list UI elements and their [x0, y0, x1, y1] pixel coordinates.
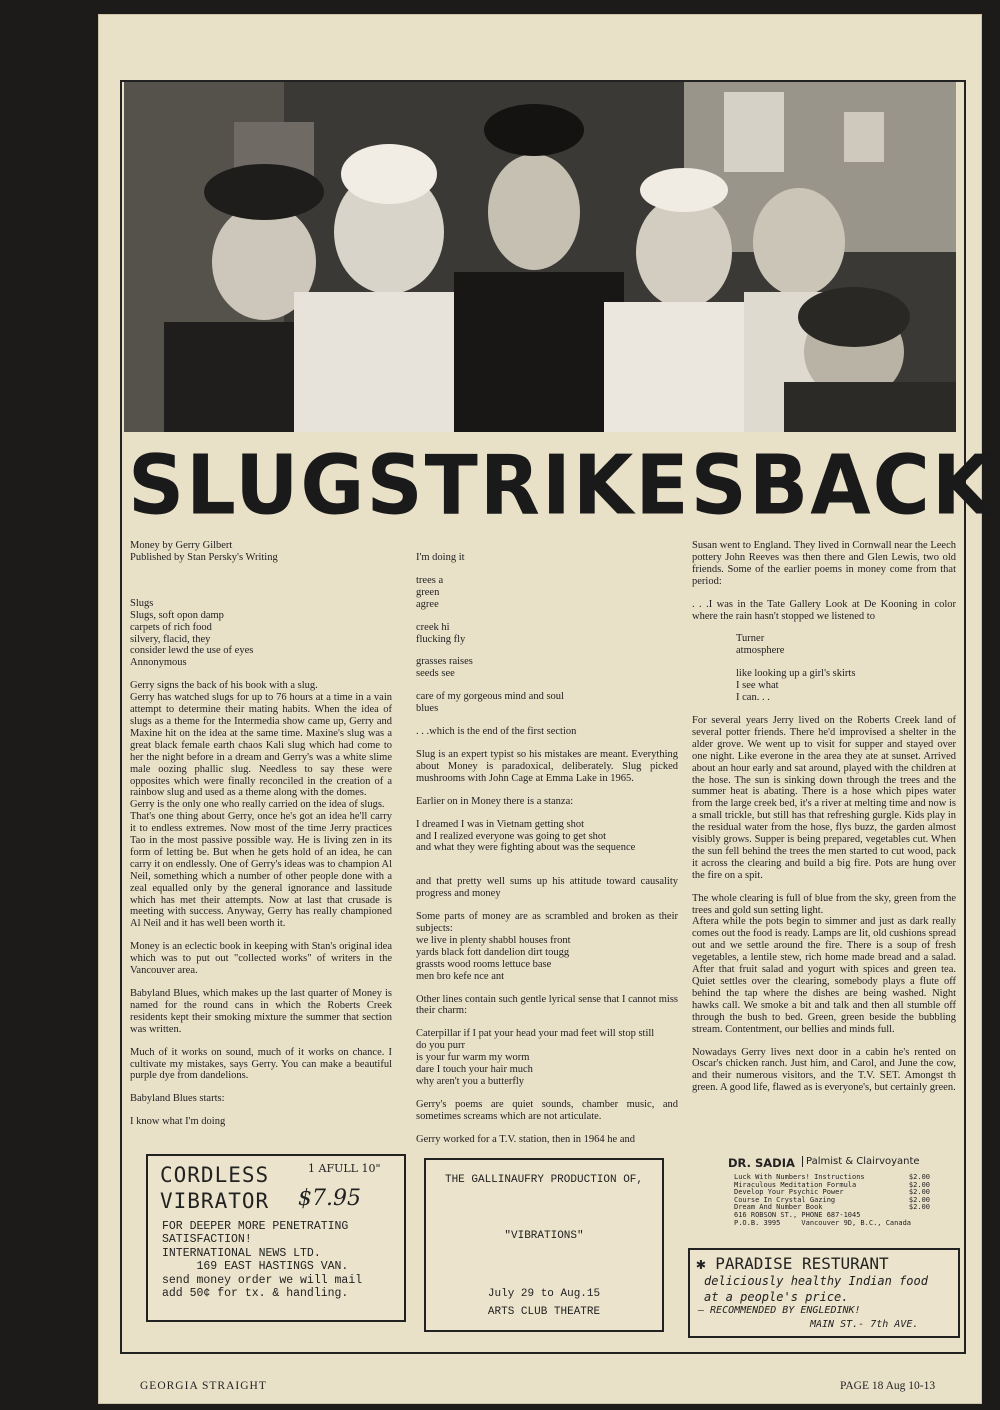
ad-headline: VIBRATOR [160, 1189, 270, 1213]
ad-line: FOR DEEPER MORE PENETRATING [162, 1220, 349, 1233]
poem-line: Slugs, soft opon damp [130, 609, 224, 621]
group-photo [124, 82, 956, 432]
stanza-line: yards black fott dandelion dirt tougg [416, 946, 570, 958]
ad-line: July 29 to Aug.15 [487, 1288, 601, 1300]
paragraph: Susan went to England. They lived in Cornwall near the Leech pottery John Reeves was then there and Glen Lewis, two old friends. Some of the earlier poems in money come from that period: [692, 540, 956, 587]
stanza-line: Caterpillar if I pat your head your mad feet will stop still [416, 1028, 655, 1040]
restaurant-ad [688, 1248, 960, 1338]
price-row: Dream And Number Book $2.00 [734, 1203, 930, 1212]
verse-line: Turner [736, 633, 765, 645]
paragraph: Gerry signs the back of his book with a slug. [130, 680, 318, 692]
ad-price: $7.95 [298, 1186, 361, 1211]
paragraph: and that pretty well sums up his attitude toward causality progress and money [416, 876, 678, 900]
paragraph: Earlier on in Money there is a stanza: [416, 795, 574, 807]
paragraph: Babyland Blues, which makes up the last quarter of Money is named for the round cans in which the Roberts Creek residents kept their smoking mixture the summer that section was written. [130, 988, 392, 1035]
verse-line: I see what [736, 680, 779, 692]
stanza-line: is your fur warm my worm [416, 1052, 530, 1064]
ad-line: THE GALLINAUFRY PRODUCTION OF, [444, 1174, 644, 1186]
photo-illustration [124, 82, 956, 432]
stanza-line: do you purr [416, 1040, 465, 1052]
paragraph: Other lines contain such gentle lyrical sense that I cannot miss their charm: [416, 993, 678, 1017]
ad-line: send money order we will mail [162, 1273, 363, 1287]
stanza-line: why aren't you a butterfly [416, 1076, 525, 1087]
paragraph: Gerry is the only one who really carried on the idea of slugs. [130, 799, 385, 811]
poem-line: creek hi [416, 621, 450, 633]
headline-word-1: SLUG [128, 438, 367, 534]
stanza-line: and I realized everyone was going to get shot [416, 830, 607, 842]
ad-line: INTERNATIONAL NEWS LTD. [162, 1246, 321, 1260]
ad-body [162, 1220, 362, 1300]
ad-line: 169 EAST HASTINGS VAN. [162, 1260, 349, 1274]
paragraph: That's one thing about Gerry, once he's got an idea he'll carry it to endless extremes. Now most of the time Jerry practices Tao in the most passive possible way. He is living zen in its form of letting be. But when he gets hold of an idea, he can carry it on endlessly. One of Gerry's ideas was to champion Al Neil, something which a number of other people done with a zeal equalled only by the general ignorance and lassitude which has met their attempts. Now at last that crusade is meeting with success. Anyway, Gerry has really championed Al Neil and it has well been worth it. [130, 811, 392, 930]
poem-line: I'm doing it [416, 552, 465, 563]
paragraph: The whole clearing is full of blue from the sky, green from the trees and gold sun setting light. [692, 892, 956, 916]
poem-line: care of my gorgeous mind and soul [416, 691, 564, 703]
price-row: Develop Your Psychic Power $2.00 [734, 1188, 930, 1197]
article-column-1 [130, 540, 392, 1139]
ad-address: 616 ROBSON ST., PHONE 687-1045 [734, 1210, 861, 1219]
poem-line: silvery, flacid, they [130, 633, 211, 645]
byline-publisher: Published by Stan Persky's Writing [130, 551, 278, 563]
ad-line: SATISFACTION! [162, 1233, 252, 1247]
price-row: Course In Crystal Gazing $2.00 [734, 1195, 930, 1204]
paragraph: Much of it works on sound, much of it works on chance. I cultivate my mistakes, says Gerry. You can make a beautiful purple dye from dandelions. [130, 1046, 392, 1082]
verse-line: I can. . . [736, 692, 770, 704]
poem-line: carpets of rich food [130, 621, 212, 633]
paragraph: . . .which is the end of the first section [416, 726, 577, 738]
stanza-line: dare I touch your hair much [416, 1064, 533, 1076]
paragraph: Some parts of money are as scrambled and broken as their subjects: [416, 911, 678, 935]
poem-line: trees a [416, 574, 444, 586]
ad-line: add 50¢ for tx. & handling. [162, 1287, 349, 1301]
verse-line: atmosphere [736, 645, 785, 657]
stanza-line: men bro kefe nce ant [416, 970, 505, 982]
ad-line: ARTS CLUB THEATRE [487, 1306, 601, 1318]
paragraph: Gerry's poems are quiet sounds, chamber music, and sometimes screams which are not articulate. [416, 1098, 678, 1122]
paragraph: For several years Jerry lived on the Roberts Creek land of several potter friends. There he'd improvised a shelter in the alder grove. We went up to visit for supper and stayed over one night. Like everone in the area they ate at sunset. Arrived about an hour early and sat around, played with the children at the hose. The sun is sinking down through the trees and the summer heat is abating. There is a hose which pipes water from the large creek bed, it's a river at melting time and now is a small trickle, but still has that refreshing gurgle. Kids play in the residual water from the hose, flys buzz, the garden almost visibly grows. Supper is being prepared, vegetables cut. When the sun fell behind the trees the men started to cut wood, pack it across the clearing and build a big fire. Pots are hung over the fire on a spit. [692, 714, 956, 881]
poem-line: grasses raises [416, 656, 473, 668]
headline [128, 438, 995, 534]
footer-page-date: PAGE 18 Aug 10-13 [840, 1380, 936, 1392]
headline-word-3: BACK [748, 438, 995, 534]
poem-line: flucking fly [416, 633, 466, 645]
ad-headline: CORDLESS [160, 1163, 270, 1187]
verse-line: like looking up a girl's skirts [736, 668, 856, 680]
paragraph: Slug is an expert typist so his mistakes are meant. Everything about Money is paradoxical, deliberately. Slug picked mushrooms with John Cage at Emma Lake in 1965. [416, 748, 678, 784]
poem-line: Slugs [130, 597, 154, 609]
stanza-line: grassts wood rooms lettuce base [416, 958, 552, 970]
ad-note: 1 AFULL 10" [308, 1162, 381, 1175]
ad-line: at a people's price. [704, 1290, 849, 1304]
article-column-3 [692, 540, 956, 1105]
ad-name: DR. SADIA [728, 1156, 795, 1170]
palmist-ad [710, 1156, 954, 1246]
price-row: Luck With Numbers! Instructions $2.00 [734, 1173, 930, 1181]
ad-headline: ✱ PARADISE RESTURANT [696, 1254, 889, 1273]
ad-address: P.O.B. 3995 Vancouver 9D, B.C., Canada [734, 1218, 912, 1227]
price-list [734, 1174, 930, 1227]
ad-line: MAIN ST.- 7th AVE. [810, 1319, 919, 1330]
theatre-ad [424, 1158, 664, 1332]
ad-line: — RECOMMENDED BY ENGLEDINK! [698, 1305, 861, 1316]
paragraph: Gerry has watched slugs for up to 76 hours at a time in a vain attempt to determine their mating habits. When the idea of slugs as a theme for the Intermedia show came up, Gerry and Maxine hit on the idea at the same time. Maxine's slug was a great black female earth chaos Kali slug which had come to her the night before in a dream and Gerry's was a white slime male oozing phallic slug. Needless to say these were opposites which were finally reconciled in the creation of a rainbow slug and used as a theme along with the domes. [130, 692, 392, 799]
paragraph: Money is an eclectic book in keeping with Stan's original idea which was to put out "collected works" of writers in the Vancouver area. [130, 941, 392, 977]
paragraph: Aftera while the pots begin to simmer and just as dark really comes out the food is ready. Lamps are lit, old cushions spread out and we settle around the fire. There is a soup of fresh vegetables, a lentile stew, rich home made bread and a salad. After that fruit salad and yogurt with spices and green tea. Quiet settles over the clearing, somebody plays a flute off behind the tap where the dishes are being washed. Night hawks call. We smoke a bit and talk and then all stumble off through the bush to bed. Green, green beside the bubbling stream. Contentment, our bellies and minds full. [692, 916, 956, 1035]
poem-line: agree [416, 598, 439, 610]
headline-word-2: STRIKES [366, 438, 749, 534]
paragraph: Nowadays Gerry lives next door in a cabin he's rented on Oscar's chicken ranch. Just him, and Carol, and June the cow, and their numerous visitors, and the T.V. SET. Amongst th green. A good life, flawed as is everyone's, but certainly green. [692, 1046, 956, 1094]
vibrator-ad [146, 1154, 406, 1322]
ad-title: Palmist & Clairvoyante [802, 1156, 920, 1167]
poem-line: consider lewd the use of eyes [130, 645, 254, 657]
poem-line: blues [416, 703, 439, 715]
poem-line: Annonymous [130, 657, 187, 669]
ad-line: deliciously healthy Indian food [704, 1274, 928, 1288]
stanza-line: I dreamed I was in Vietnam getting shot [416, 818, 585, 830]
price-row: Miraculous Meditation Formula $2.00 [734, 1180, 930, 1189]
byline-author: Money by Gerry Gilbert [130, 540, 233, 551]
poem-line: seeds see [416, 668, 455, 680]
stanza-line: and what they were fighting about was the sequence [416, 842, 636, 854]
paragraph: . . .I was in the Tate Gallery Look at De Kooning in color where the rain hasn't stopped we listened to [692, 598, 956, 622]
ad-line: "VIBRATIONS" [504, 1230, 584, 1242]
stanza-line: we live in plenty shabbl houses front [416, 934, 571, 946]
footer-publication: GEORGIA STRAIGHT [140, 1380, 267, 1392]
paragraph: Babyland Blues starts: [130, 1093, 225, 1105]
poem-line: green [416, 586, 440, 598]
paragraph: Gerry worked for a T.V. station, then in 1964 he and [416, 1133, 635, 1145]
article-column-2 [416, 552, 678, 1157]
paragraph: I know what I'm doing [130, 1116, 226, 1128]
